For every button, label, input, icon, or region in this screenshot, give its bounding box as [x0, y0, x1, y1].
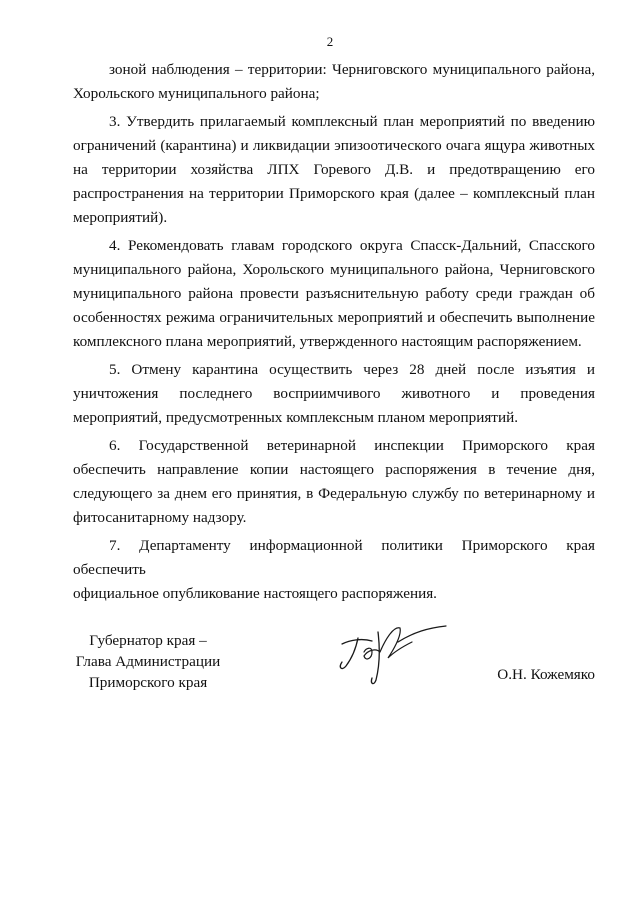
signatory-position	[73, 630, 223, 693]
position-title-line: Губернатор края –	[89, 632, 207, 649]
paragraph-item-6	[73, 434, 595, 530]
document-body	[73, 58, 595, 610]
text-line: уничтожения последнего восприимчивого животного и проведения	[73, 385, 595, 402]
text-line: ограничений (карантина) и ликвидации эпизоотического очага ящура животных	[73, 137, 595, 154]
paragraph-item-7	[73, 534, 595, 606]
position-title-line: Глава Администрации	[75, 653, 221, 670]
position-title-line: Приморского края	[88, 674, 208, 691]
text-line: на территории хозяйства ЛПХ Горевого Д.В. и предотвращению его	[73, 161, 595, 178]
text-line: фитосанитарному надзору.	[73, 509, 247, 526]
text-line: обеспечить направление копии настоящего распоряжения в течение дня,	[73, 461, 595, 478]
text-line: 3. Утвердить прилагаемый комплексный план мероприятий по введению	[109, 113, 595, 130]
text-line: муниципального района провести разъяснительную работу среди граждан об	[73, 285, 595, 302]
handwritten-signature	[328, 608, 453, 688]
text-line: зоной наблюдения – территории: Черниговского муниципального района,	[109, 61, 595, 78]
text-line: 7. Департаменту информационной политики Приморского края обеспечить	[73, 537, 595, 578]
paragraph-item-4	[73, 234, 595, 354]
text-line: Хорольского муниципального района;	[73, 85, 320, 102]
text-line: 4. Рекомендовать главам городского округа Спасск-Дальний, Спасского	[109, 237, 595, 254]
text-line: комплексного плана мероприятий, утвержденного настоящим распоряжением.	[73, 333, 582, 350]
signatory-name: О.Н. Кожемяко	[497, 666, 595, 683]
text-line: мероприятий).	[73, 209, 168, 226]
paragraph-item-5	[73, 358, 595, 430]
paragraph-1	[73, 58, 595, 106]
text-line: распространения на территории Приморского края (далее – комплексный план	[73, 185, 595, 202]
text-line: 5. Отмену карантина осуществить через 28 дней после изъятия и	[109, 361, 595, 378]
text-line: мероприятий, предусмотренных комплексным планом мероприятий.	[73, 409, 518, 426]
text-line: 6. Государственной ветеринарной инспекции Приморского края	[109, 437, 595, 454]
text-line: официальное опубликование настоящего распоряжения.	[73, 585, 437, 602]
text-line: следующего за днем его принятия, в Федеральную службу по ветеринарному и	[73, 485, 595, 502]
paragraph-item-3	[73, 110, 595, 230]
page-number: 2	[326, 34, 334, 49]
text-line: муниципального района, Хорольского муниципального района, Черниговского	[73, 261, 595, 278]
text-line: особенностях режима ограничительных мероприятий и обеспечить выполнение	[73, 309, 595, 326]
